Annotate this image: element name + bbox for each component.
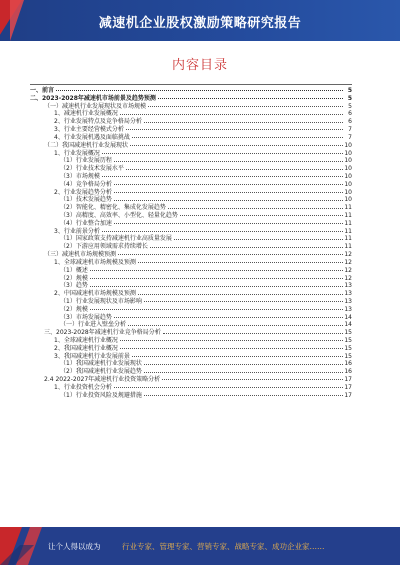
toc-entry-page: 12 — [344, 274, 352, 282]
toc-entry-text: （2）规模 — [60, 305, 88, 313]
toc-entry-page: 11 — [344, 204, 352, 212]
toc-entry[interactable] — [30, 368, 352, 376]
toc-entry-page: 15 — [344, 344, 352, 352]
toc-dot-leader — [56, 90, 343, 91]
toc-entry-page: 6 — [348, 118, 352, 126]
toc-dot-leader — [114, 184, 343, 185]
toc-dot-leader — [90, 309, 343, 310]
toc-entry-page: 10 — [344, 165, 352, 173]
toc-entry-page: 5 — [347, 94, 352, 102]
toc-entry-text: （一）减速机行业发展现状及市场规模 — [44, 102, 147, 110]
toc-entry-page: 5 — [347, 87, 352, 94]
table-of-contents — [30, 87, 352, 400]
toc-entry-text: （1）我国减速机行业发展现状 — [60, 360, 142, 368]
toc-dot-leader — [144, 301, 343, 302]
toc-dot-leader — [126, 129, 343, 130]
toc-dot-leader — [180, 215, 343, 216]
toc-entry-page: 15 — [344, 352, 352, 360]
toc-entry[interactable] — [30, 142, 352, 150]
toc-entry[interactable] — [30, 220, 352, 228]
toc-dot-leader — [102, 176, 343, 177]
toc-entry-text: 2、中国减速机市场规模及预测 — [54, 290, 136, 298]
toc-entry-text: （4）竞争格局分析 — [60, 180, 112, 188]
toc-entry-page: 11 — [344, 235, 352, 243]
toc-entry-text: （二）我国减速机行业发展现状 — [44, 141, 129, 149]
toc-entry-page: 10 — [344, 157, 352, 165]
toc-entry-text: 3、行业主要经营模式分析 — [54, 126, 124, 134]
toc-dot-leader — [132, 137, 343, 138]
toc-entry-text: （2）规模 — [60, 274, 88, 282]
toc-entry[interactable] — [30, 212, 352, 220]
toc-entry-text: 1、行业发展概况 — [54, 149, 100, 157]
toc-entry-page: 17 — [344, 376, 352, 384]
toc-entry-text: 4、行业发展机遇及面临挑战 — [54, 133, 130, 141]
toc-dot-leader — [144, 395, 343, 396]
toc-entry-page: 13 — [344, 282, 352, 290]
toc-entry-page: 7 — [348, 133, 352, 141]
toc-entry-page: 10 — [344, 172, 352, 180]
toc-entry-page: 16 — [344, 368, 352, 376]
footer-banner — [0, 527, 400, 565]
toc-entry[interactable] — [30, 337, 352, 345]
toc-dot-leader — [158, 98, 343, 99]
toc-entry-page: 13 — [344, 297, 352, 305]
toc-entry-page: 14 — [344, 321, 352, 329]
toc-entry-text: 2、行业发展特点及竞争格局分析 — [54, 118, 142, 126]
toc-dot-leader — [138, 294, 343, 295]
toc-dot-leader — [120, 348, 343, 349]
toc-entry-page: 15 — [344, 329, 352, 337]
toc-entry[interactable] — [30, 204, 352, 212]
footer-slogan: 让个人得以成为 — [48, 542, 101, 551]
toc-dot-leader — [144, 372, 343, 373]
toc-entry-page: 12 — [344, 266, 352, 274]
toc-entry-text: （1）技术发展趋势 — [60, 196, 112, 204]
report-title: 减速机企业股权激励策略研究报告 — [98, 16, 302, 31]
toc-entry[interactable] — [30, 118, 352, 126]
toc-top-rule — [30, 84, 352, 85]
toc-entry-text: 2.4 2022-2027年减速机行业投资策略分析 — [44, 376, 161, 384]
footer-roles: 行业专家、管理专家、营销专家、战略专家、成功企业家…… — [122, 542, 325, 551]
toc-entry-page: 10 — [344, 180, 352, 188]
toc-dot-leader — [128, 325, 343, 326]
toc-entry[interactable] — [30, 384, 352, 392]
toc-entry-text: （3）趋势 — [60, 282, 88, 290]
toc-entry[interactable] — [30, 306, 352, 314]
toc-entry-page: 14 — [344, 313, 352, 321]
toc-entry-text: 3、我国减速机行业发展前景 — [54, 352, 130, 360]
toc-entry[interactable] — [30, 87, 352, 95]
toc-entry-page: 11 — [344, 219, 352, 227]
toc-entry-text: 2、行业发展趋势分析 — [54, 188, 112, 196]
toc-dot-leader — [118, 254, 343, 255]
toc-entry[interactable] — [30, 267, 352, 275]
toc-dot-leader — [114, 223, 343, 224]
toc-entry-page: 13 — [344, 305, 352, 313]
toc-dot-leader — [102, 153, 343, 154]
toc-dot-leader — [174, 239, 343, 240]
toc-dot-leader — [120, 340, 343, 341]
toc-entry-page: 11 — [344, 243, 352, 251]
toc-entry-text: 1、全球减速机行业概况 — [54, 337, 118, 344]
toc-entry-text: 1、行业投资机会分析 — [54, 383, 112, 391]
toc-dot-leader — [126, 169, 343, 170]
toc-entry-page: 17 — [344, 391, 352, 399]
toc-dot-leader — [150, 247, 343, 248]
toc-entry-text: （1）行业发展现状及市场影响 — [60, 297, 142, 305]
toc-dot-leader — [162, 379, 343, 380]
toc-entry-text: （1）行业发展历程 — [60, 157, 112, 165]
toc-dot-leader — [114, 317, 343, 318]
toc-entry[interactable] — [30, 251, 352, 259]
toc-entry[interactable] — [30, 173, 352, 181]
toc-dot-leader — [102, 231, 343, 232]
toc-entry-text: 二、2023-2028年减速机市场前景及趋势预测 — [30, 94, 156, 102]
toc-entry[interactable] — [30, 243, 352, 251]
toc-entry[interactable] — [30, 392, 352, 400]
report-header — [0, 0, 400, 41]
toc-entry-page: 11 — [344, 227, 352, 235]
toc-entry-text: （2）下游应用领域需求持续增长 — [60, 243, 148, 251]
toc-entry[interactable] — [30, 290, 352, 298]
toc-entry-text: （2）智能化、精密化、集成化发展趋势 — [60, 204, 166, 212]
toc-entry[interactable] — [30, 134, 352, 142]
toc-title: 内容目录 — [171, 58, 228, 73]
toc-entry-text: （4）行业整合加速 — [60, 219, 112, 227]
toc-entry-text: （2）我国减速机行业发展趋势 — [60, 368, 142, 376]
toc-entry[interactable] — [30, 259, 352, 267]
toc-entry-text: 1、减速机行业发展概况 — [54, 110, 118, 118]
toc-dot-leader — [114, 192, 343, 193]
toc-entry-page: 15 — [344, 337, 352, 344]
toc-entry-page: 10 — [344, 188, 352, 196]
toc-dot-leader — [114, 387, 343, 388]
toc-entry-page: 10 — [344, 141, 352, 149]
toc-entry-page: 7 — [348, 126, 352, 134]
toc-entry[interactable] — [30, 282, 352, 290]
toc-entry[interactable] — [30, 376, 352, 384]
toc-dot-leader — [130, 145, 343, 146]
toc-dot-leader — [114, 200, 343, 201]
toc-entry[interactable] — [30, 329, 352, 337]
toc-dot-leader — [132, 356, 343, 357]
toc-entry[interactable] — [30, 157, 352, 165]
toc-dot-leader — [148, 106, 343, 107]
toc-entry-page: 17 — [344, 383, 352, 391]
toc-entry-page: 11 — [344, 212, 352, 219]
toc-entry[interactable] — [30, 95, 352, 103]
toc-entry-text: 2、我国减速机行业概况 — [54, 344, 118, 352]
toc-entry[interactable] — [30, 181, 352, 189]
toc-entry-text: 3、行业前景分析 — [54, 227, 100, 235]
toc-entry-page: 6 — [348, 110, 352, 118]
toc-entry[interactable] — [30, 345, 352, 353]
toc-dot-leader — [114, 161, 343, 162]
toc-dot-leader — [90, 270, 343, 271]
toc-entry-text: （三）减速机市场规模预测 — [44, 251, 117, 259]
toc-entry-text: （1）国家政策支持减速机行业高质量发展 — [60, 235, 172, 243]
toc-entry-text: 1、全球减速机市场规模及预测 — [54, 258, 136, 266]
toc-entry-text: （3）高精度、高效率、小型化、轻量化趋势 — [60, 212, 178, 219]
toc-entry-page: 5 — [348, 102, 352, 110]
toc-entry-text: 三、2023-2028年减速机行业竞争格局分析 — [44, 329, 161, 337]
toc-entry[interactable] — [30, 298, 352, 306]
toc-entry-text: （3）市场发展趋势 — [60, 313, 112, 321]
toc-entry-page: 12 — [344, 258, 352, 266]
toc-dot-leader — [144, 364, 343, 365]
toc-entry-text: （1）概述 — [60, 266, 88, 274]
toc-dot-leader — [144, 122, 343, 123]
toc-entry[interactable] — [30, 165, 352, 173]
toc-entry-text: （3）市场规模 — [60, 172, 100, 180]
toc-dot-leader — [90, 286, 343, 287]
toc-entry-page: 16 — [344, 360, 352, 368]
toc-dot-leader — [163, 333, 343, 334]
toc-entry-text: 一、前言 — [30, 87, 55, 94]
toc-dot-leader — [168, 208, 343, 209]
toc-entry-text: （1）行业投资风险及规避措施 — [60, 391, 142, 399]
toc-dot-leader — [120, 114, 343, 115]
toc-entry-page: 10 — [344, 196, 352, 204]
toc-entry-page: 12 — [344, 251, 352, 259]
toc-entry-page: 13 — [344, 290, 352, 298]
toc-entry-text: （2）行业技术发展水平 — [60, 165, 124, 173]
toc-entry-text: （一）行业进入壁垒分析 — [60, 321, 127, 329]
toc-dot-leader — [90, 278, 343, 279]
toc-entry-page: 10 — [344, 149, 352, 157]
toc-entry[interactable] — [30, 126, 352, 134]
toc-dot-leader — [138, 262, 343, 263]
